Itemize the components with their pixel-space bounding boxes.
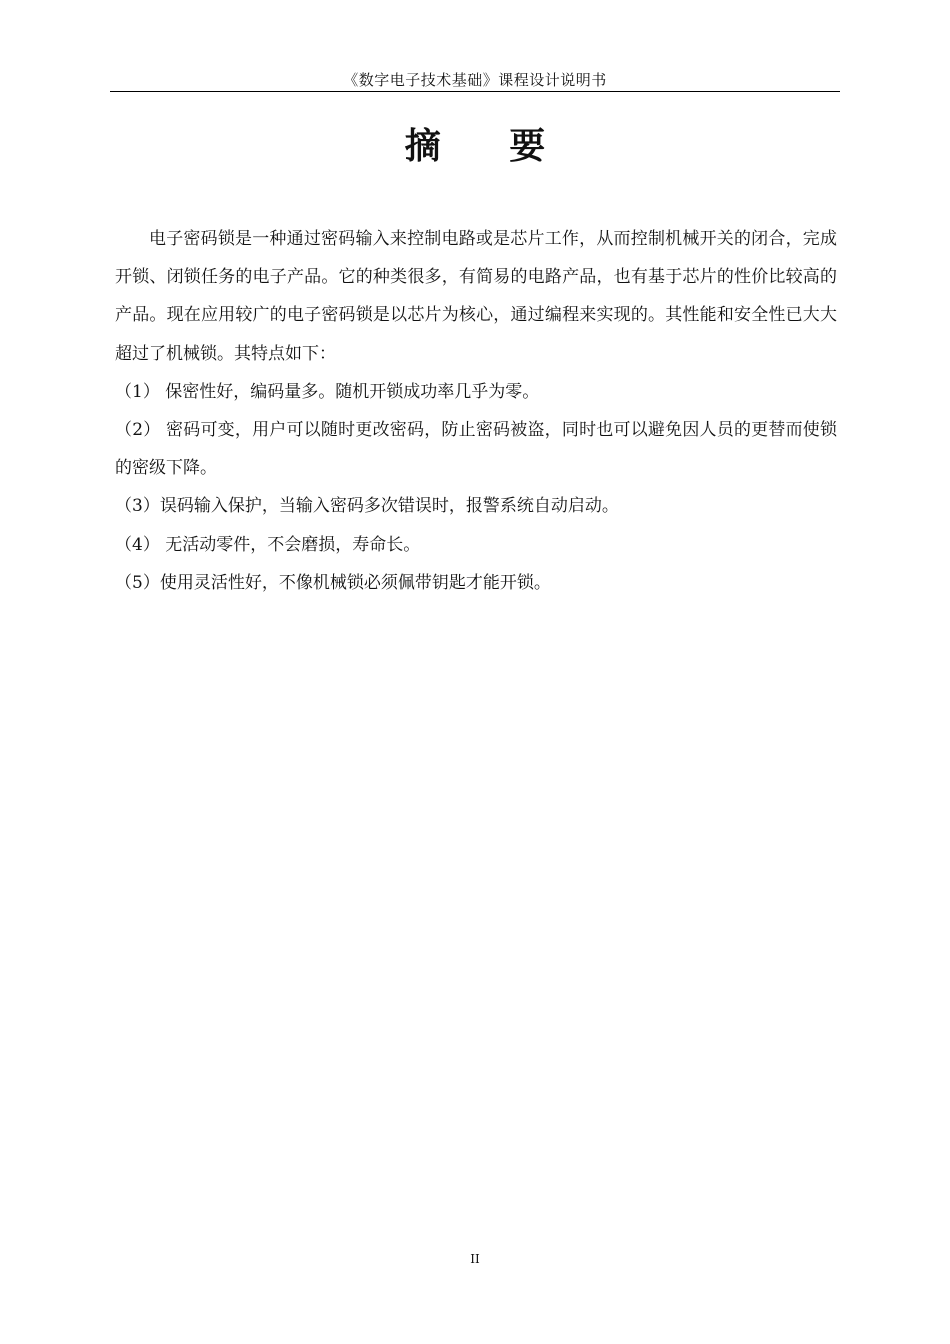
page-title: 摘 要 (404, 126, 574, 168)
feature-item-2: （2） 密码可变，用户可以随时更改密码，防止密码被盗，同时也可以避免因人员的更替而使锁的密级下降。 (115, 420, 837, 479)
header-divider (110, 91, 840, 92)
feature-item-5: （5）使用灵活性好，不像机械锁必须佩带钥匙才能开锁。 (115, 572, 551, 593)
feature-item-3: （3）误码输入保护，当输入密码多次错误时，报警系统自动启动。 (115, 496, 619, 517)
feature-item-4: （4） 无活动零件，不会磨损，寿命长。 (115, 534, 421, 555)
abstract-body (115, 220, 837, 602)
page-number: II (470, 1252, 480, 1266)
abstract-intro-paragraph: 电子密码锁是一种通过密码输入来控制电路或是芯片工作，从而控制机械开关的闭合，完成开锁、闭锁任务的电子产品。它的种类很多，有简易的电路产品，也有基于芯片的性价比较高的产品。现在应用较广的电子密码锁是以芯片为核心，通过编程来实现的。其性能和安全性已大大超过了机械锁。其特点如下： (115, 229, 837, 364)
running-header: 《数字电子技术基础》课程设计说明书 (343, 71, 607, 89)
feature-item-1: （1） 保密性好，编码量多。随机开锁成功率几乎为零。 (115, 381, 540, 402)
